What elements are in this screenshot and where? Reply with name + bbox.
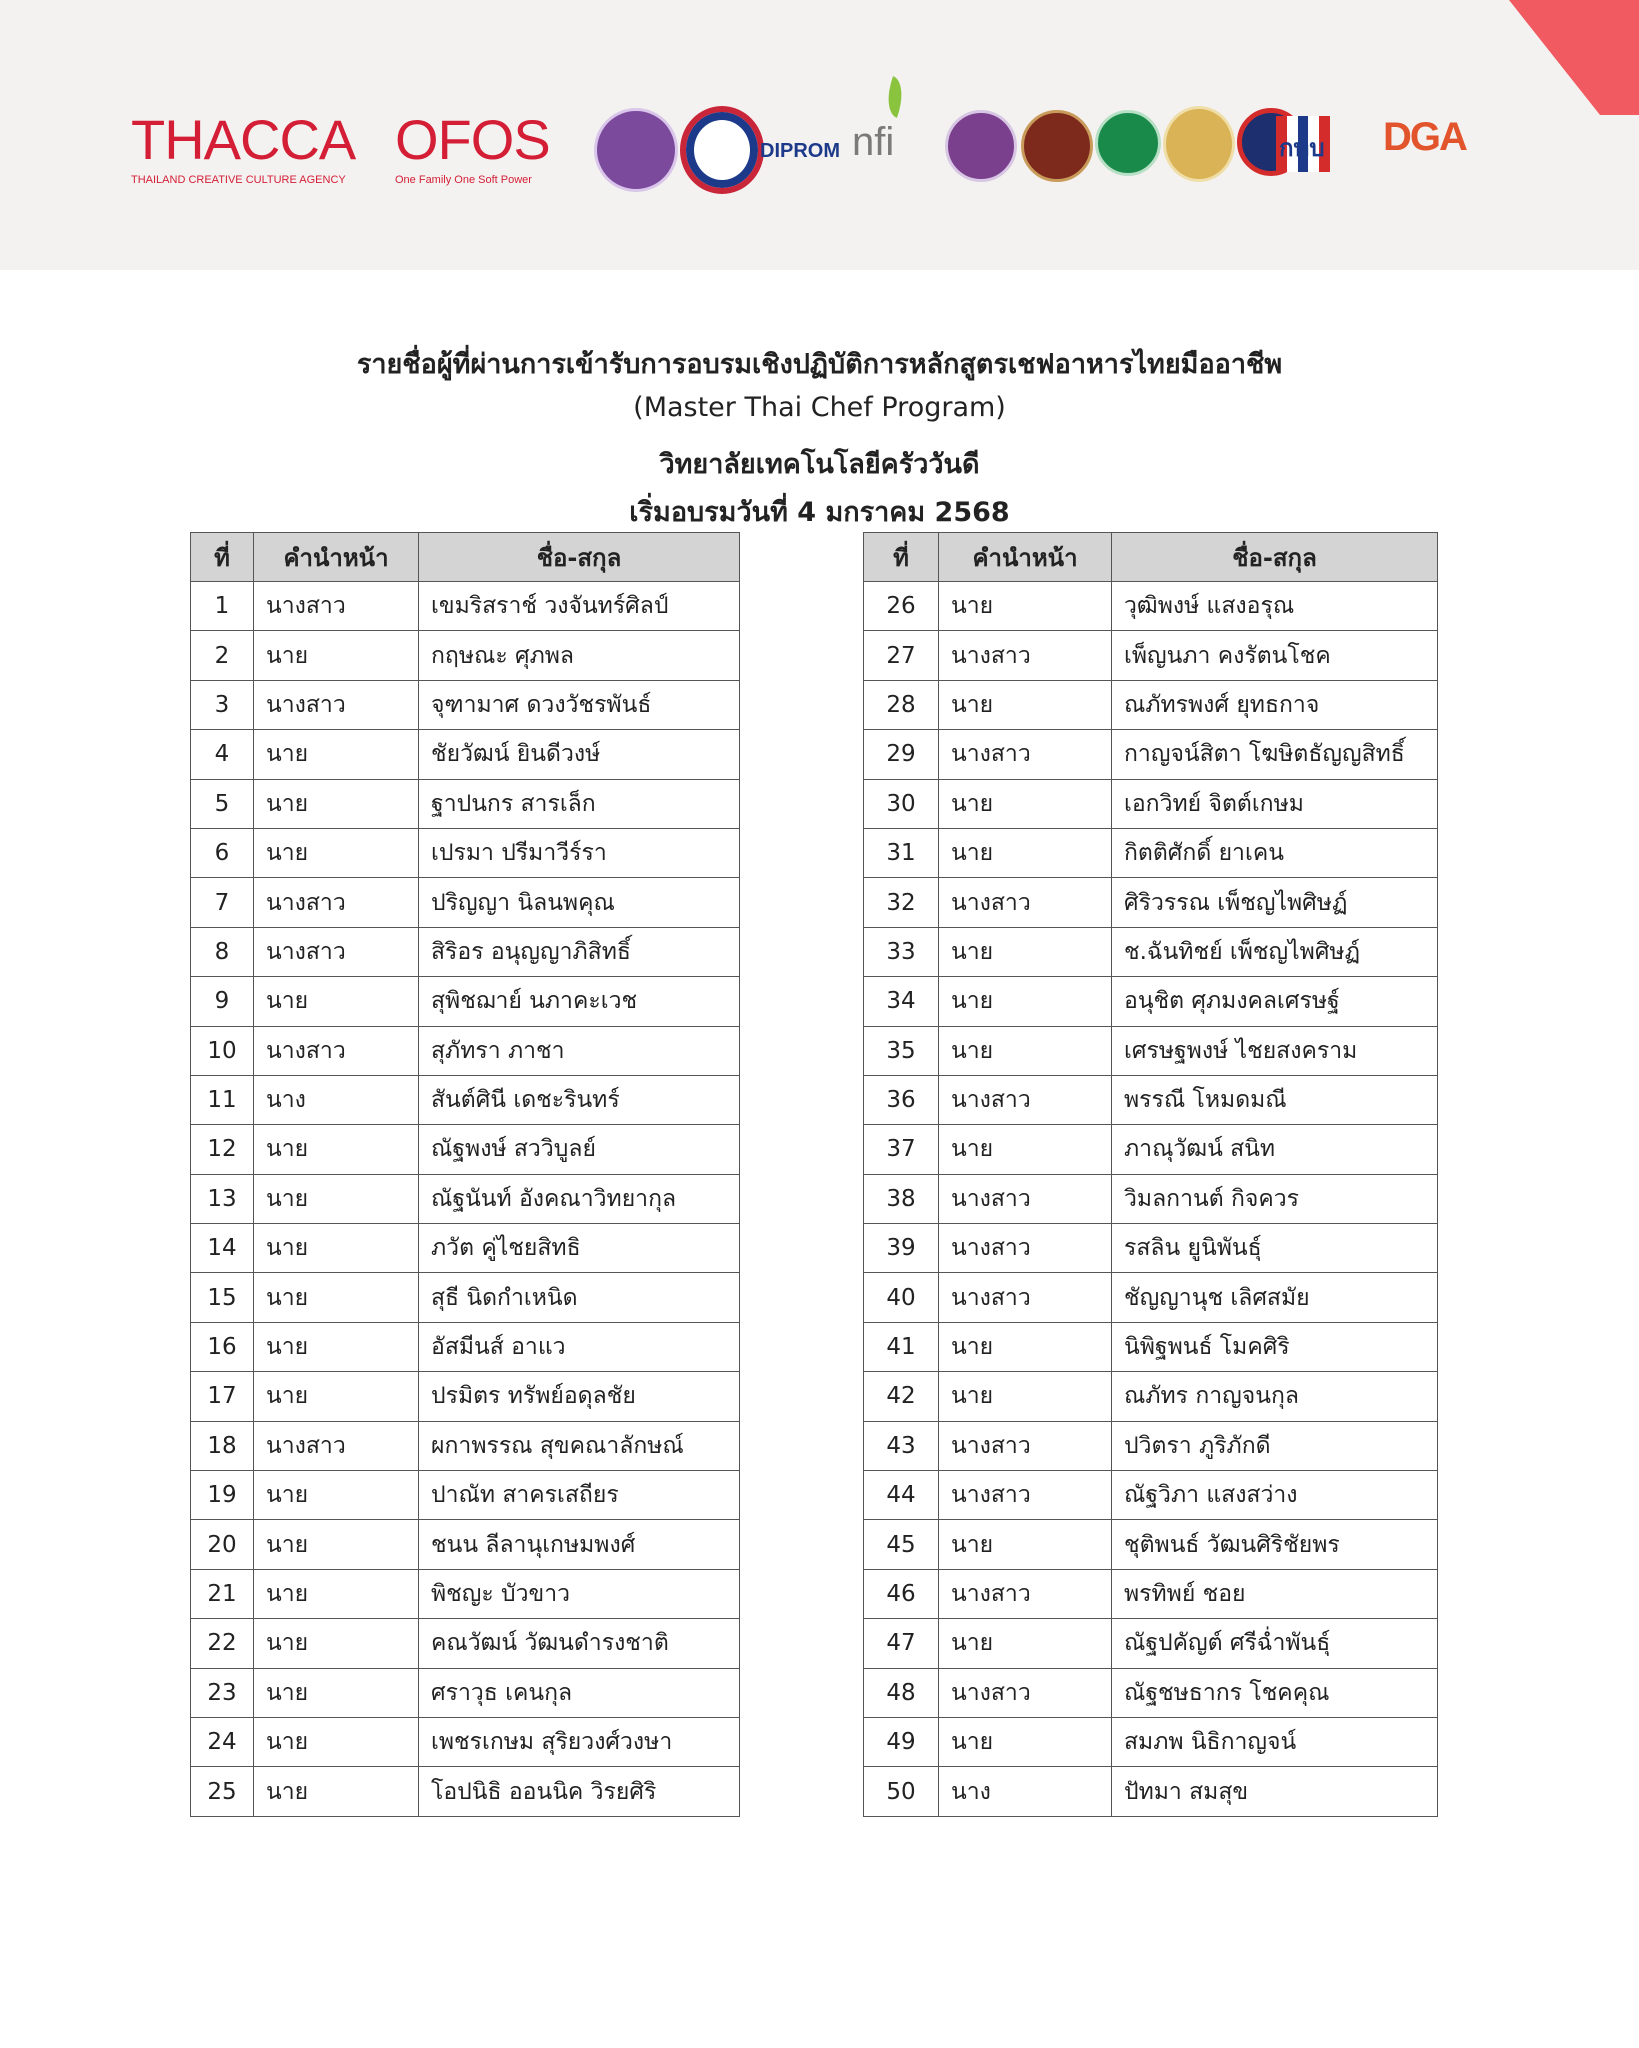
table-row	[191, 1224, 740, 1273]
row-name: ณัฐนันท์ อังคณาวิทยากุล	[419, 1174, 740, 1223]
row-prefix: นางสาว	[939, 878, 1112, 927]
table-header-row	[864, 533, 1438, 582]
row-prefix: นางสาว	[254, 927, 419, 976]
row-number: 39	[864, 1224, 939, 1273]
row-number: 28	[864, 680, 939, 729]
table-row	[864, 1767, 1438, 1816]
row-number: 20	[191, 1520, 254, 1569]
row-name: เปรมา ปรีมาวีร์รา	[419, 828, 740, 877]
row-prefix: นาย	[254, 1668, 419, 1717]
row-prefix: นางสาว	[254, 582, 419, 631]
row-number: 18	[191, 1421, 254, 1470]
row-prefix: นางสาว	[939, 1224, 1112, 1273]
kt-logo-text: กทบ	[1279, 134, 1325, 162]
row-name: ณภัทรพงศ์ ยุทธกาจ	[1112, 680, 1438, 729]
table-row	[864, 730, 1438, 779]
row-prefix: นาย	[254, 1273, 419, 1322]
row-name: กฤษณะ ศุภพล	[419, 631, 740, 680]
row-name: เขมริสราช์ วงจันทร์ศิลป์	[419, 582, 740, 631]
nfi-logo: nfi	[852, 120, 895, 164]
table-row	[864, 582, 1438, 631]
row-prefix: นางสาว	[254, 878, 419, 927]
header-name: ชื่อ-สกุล	[1112, 533, 1438, 582]
participants-table-left	[190, 532, 740, 1817]
row-prefix: นาย	[939, 779, 1112, 828]
header-prefix: คำนำหน้า	[939, 533, 1112, 582]
row-number: 23	[191, 1668, 254, 1717]
row-name: รสลิน ยูนิพันธุ์	[1112, 1224, 1438, 1273]
row-prefix: นางสาว	[939, 1075, 1112, 1124]
logo-banner	[0, 0, 1639, 270]
row-name: เอกวิทย์ จิตต์เกษม	[1112, 779, 1438, 828]
row-number: 38	[864, 1174, 939, 1223]
row-number: 48	[864, 1668, 939, 1717]
table-row	[191, 878, 740, 927]
table-header-row	[191, 533, 740, 582]
diprom-logo: DIPROM	[760, 140, 840, 162]
table-row	[191, 680, 740, 729]
row-prefix: นาย	[254, 1471, 419, 1520]
row-number: 15	[191, 1273, 254, 1322]
table-row	[864, 631, 1438, 680]
row-number: 11	[191, 1075, 254, 1124]
row-number: 26	[864, 582, 939, 631]
table-row	[191, 1767, 740, 1816]
table-row	[191, 1075, 740, 1124]
row-prefix: นาย	[939, 1322, 1112, 1371]
table-row	[191, 1174, 740, 1223]
row-prefix: นางสาว	[254, 1026, 419, 1075]
row-number: 9	[191, 977, 254, 1026]
row-number: 22	[191, 1619, 254, 1668]
row-name: นิพิฐพนธ์ โมคศิริ	[1112, 1322, 1438, 1371]
row-name: ปาณัท สาครเสถียร	[419, 1471, 740, 1520]
ministry-seal-icon	[594, 108, 678, 192]
row-number: 7	[191, 878, 254, 927]
row-prefix: นาย	[254, 1372, 419, 1421]
table-row	[864, 1372, 1438, 1421]
table-row	[191, 1569, 740, 1618]
row-name: วุฒิพงษ์ แสงอรุณ	[1112, 582, 1438, 631]
thacca-logo: THACCA THAILAND CREATIVE CULTURE AGENCY	[131, 108, 356, 186]
table-row	[864, 1322, 1438, 1371]
header-name: ชื่อ-สกุล	[419, 533, 740, 582]
row-number: 32	[864, 878, 939, 927]
row-number: 31	[864, 828, 939, 877]
row-number: 45	[864, 1520, 939, 1569]
row-name: วิมลกานต์ กิจควร	[1112, 1174, 1438, 1223]
row-name: พรทิพย์ ชอย	[1112, 1569, 1438, 1618]
table-row	[191, 977, 740, 1026]
row-prefix: นางสาว	[254, 680, 419, 729]
row-name: สุภัทรา ภาชา	[419, 1026, 740, 1075]
row-number: 34	[864, 977, 939, 1026]
dga-logo: DGA	[1383, 115, 1466, 159]
table-row	[191, 927, 740, 976]
row-prefix: นาย	[254, 779, 419, 828]
table-row	[191, 1125, 740, 1174]
row-name: สุพิชฌาย์ นภาคะเวช	[419, 977, 740, 1026]
row-name: ชุติพนธ์ วัฒนศิริชัยพร	[1112, 1520, 1438, 1569]
row-name: สุธี นิดกำเหนิด	[419, 1273, 740, 1322]
table-row	[864, 779, 1438, 828]
seal-purple-icon	[945, 110, 1017, 182]
table-row	[864, 927, 1438, 976]
table-row	[864, 1717, 1438, 1766]
row-number: 24	[191, 1717, 254, 1766]
row-number: 47	[864, 1619, 939, 1668]
row-name: คณวัฒน์ วัฒนดำรงชาติ	[419, 1619, 740, 1668]
row-number: 36	[864, 1075, 939, 1124]
table-row	[864, 1520, 1438, 1569]
row-name: สมภพ นิธิกาญจน์	[1112, 1717, 1438, 1766]
header-no: ที่	[864, 533, 939, 582]
row-name: จุฑามาศ ดวงวัชรพันธ์	[419, 680, 740, 729]
row-prefix: นาย	[254, 1322, 419, 1371]
table-row	[864, 1125, 1438, 1174]
row-prefix: นาย	[254, 828, 419, 877]
table-row	[864, 1471, 1438, 1520]
row-name: พิชญะ บัวขาว	[419, 1569, 740, 1618]
row-name: สิริอร อนุญญาภิสิทธิ์	[419, 927, 740, 976]
row-number: 3	[191, 680, 254, 729]
row-prefix: นาย	[254, 1619, 419, 1668]
row-name: ณัฐวิภา แสงสว่าง	[1112, 1471, 1438, 1520]
row-prefix: นาย	[254, 1174, 419, 1223]
table-row	[864, 1026, 1438, 1075]
row-prefix: นาย	[939, 1125, 1112, 1174]
row-number: 10	[191, 1026, 254, 1075]
seal-gold-icon	[1163, 106, 1235, 182]
row-name: ศราวุธ เคนกุล	[419, 1668, 740, 1717]
program-name: (Master Thai Chef Program)	[633, 392, 1006, 423]
nfi-leaf-icon	[880, 76, 910, 118]
table-row	[191, 1421, 740, 1470]
health-department-icon	[1095, 110, 1161, 176]
row-name: ณัฐชษธากร โชคคุณ	[1112, 1668, 1438, 1717]
table-row	[864, 1075, 1438, 1124]
row-number: 16	[191, 1322, 254, 1371]
table-row	[191, 1668, 740, 1717]
table-row	[864, 828, 1438, 877]
row-number: 33	[864, 927, 939, 976]
row-name: ชัญญานุช เลิศสมัย	[1112, 1273, 1438, 1322]
table-row	[864, 1421, 1438, 1470]
row-name: ปริญญา นิลนพคุณ	[419, 878, 740, 927]
row-prefix: นาย	[939, 828, 1112, 877]
table-row	[191, 828, 740, 877]
row-prefix: นางสาว	[939, 1471, 1112, 1520]
row-number: 4	[191, 730, 254, 779]
header-no: ที่	[191, 533, 254, 582]
table-row	[864, 1569, 1438, 1618]
row-number: 17	[191, 1372, 254, 1421]
row-name: อนุชิต ศุภมงคลเศรษฐ์	[1112, 977, 1438, 1026]
table-row	[864, 1619, 1438, 1668]
table-row	[864, 878, 1438, 927]
table-row	[191, 779, 740, 828]
row-number: 21	[191, 1569, 254, 1618]
row-number: 29	[864, 730, 939, 779]
row-prefix: นาย	[254, 1520, 419, 1569]
corner-decoration	[1509, 0, 1639, 115]
table-row	[191, 1273, 740, 1322]
document-title: รายชื่อผู้ที่ผ่านการเข้ารับการอบรมเชิงปฏิบัติการหลักสูตรเชฟอาหารไทยมืออาชีพ	[356, 349, 1283, 380]
row-prefix: นาย	[254, 1224, 419, 1273]
training-date: เริ่มอบรมวันที่ 4 มกราคม 2568	[629, 497, 1010, 528]
table-row	[864, 1224, 1438, 1273]
row-number: 5	[191, 779, 254, 828]
table-row	[191, 631, 740, 680]
row-number: 49	[864, 1717, 939, 1766]
row-prefix: นาย	[254, 1717, 419, 1766]
row-number: 6	[191, 828, 254, 877]
row-prefix: นาง	[939, 1767, 1112, 1816]
row-prefix: นาย	[254, 1125, 419, 1174]
row-prefix: นางสาว	[254, 1421, 419, 1470]
row-number: 43	[864, 1421, 939, 1470]
row-number: 35	[864, 1026, 939, 1075]
row-prefix: นางสาว	[939, 631, 1112, 680]
table-row	[864, 680, 1438, 729]
table-row	[864, 1174, 1438, 1223]
header-prefix: คำนำหน้า	[254, 533, 419, 582]
table-row	[191, 1520, 740, 1569]
row-name: ปัทมา สมสุข	[1112, 1767, 1438, 1816]
row-number: 19	[191, 1471, 254, 1520]
row-prefix: นาย	[939, 1619, 1112, 1668]
row-prefix: นาง	[254, 1075, 419, 1124]
row-name: สันต์ศินี เดชะรินทร์	[419, 1075, 740, 1124]
row-prefix: นาย	[939, 1372, 1112, 1421]
college-name: วิทยาลัยเทคโนโลยีครัววันดี	[659, 449, 980, 480]
table-row	[191, 730, 740, 779]
row-prefix: นางสาว	[939, 1421, 1112, 1470]
row-name: อัสมีนส์ อาแว	[419, 1322, 740, 1371]
row-number: 14	[191, 1224, 254, 1273]
table-row	[864, 1668, 1438, 1717]
row-name: ผกาพรรณ สุขคณาลักษณ์	[419, 1421, 740, 1470]
row-prefix: นางสาว	[939, 1668, 1112, 1717]
row-number: 42	[864, 1372, 939, 1421]
table-row	[191, 1026, 740, 1075]
row-number: 50	[864, 1767, 939, 1816]
row-name: ศิริวรรณ เพ็ชญไพศิษฏ์	[1112, 878, 1438, 927]
row-prefix: นางสาว	[939, 1174, 1112, 1223]
participants-table-right	[863, 532, 1438, 1817]
row-name: ฐาปนกร สารเล็ก	[419, 779, 740, 828]
row-prefix: นาย	[939, 1520, 1112, 1569]
row-prefix: นางสาว	[939, 1569, 1112, 1618]
row-number: 1	[191, 582, 254, 631]
row-name: ณัฐพงษ์ สววิบูลย์	[419, 1125, 740, 1174]
row-prefix: นาย	[939, 680, 1112, 729]
row-name: กิตติศักดิ์ ยาเคน	[1112, 828, 1438, 877]
row-prefix: นาย	[254, 631, 419, 680]
row-prefix: นาย	[254, 1569, 419, 1618]
row-prefix: นางสาว	[939, 730, 1112, 779]
row-name: ชัยวัฒน์ ยินดีวงษ์	[419, 730, 740, 779]
row-name: ภวัต คู่ไชยสิทธิ	[419, 1224, 740, 1273]
row-name: ปรมิตร ทรัพย์อดุลชัย	[419, 1372, 740, 1421]
row-number: 46	[864, 1569, 939, 1618]
row-name: ปวิตรา ภูริภักดี	[1112, 1421, 1438, 1470]
table-row	[191, 1471, 740, 1520]
seal-brown-icon	[1021, 110, 1093, 182]
row-name: เพชรเกษม สุริยวงศ์วงษา	[419, 1717, 740, 1766]
table-row	[191, 1322, 740, 1371]
row-name: โอปนิธิ ออนนิค วิรยศิริ	[419, 1767, 740, 1816]
row-name: ภาณุวัฒน์ สนิท	[1112, 1125, 1438, 1174]
table-row	[191, 1619, 740, 1668]
row-name: ช.ฉันทิชย์ เพ็ชญไพศิษฏ์	[1112, 927, 1438, 976]
row-prefix: นาย	[939, 927, 1112, 976]
thailand-50-logo-icon	[680, 106, 764, 194]
row-prefix: นาย	[939, 582, 1112, 631]
row-number: 12	[191, 1125, 254, 1174]
row-prefix: นาย	[939, 1717, 1112, 1766]
row-number: 27	[864, 631, 939, 680]
table-row	[191, 582, 740, 631]
row-number: 37	[864, 1125, 939, 1174]
table-row	[864, 1273, 1438, 1322]
row-name: ชนน ลีลานุเกษมพงศ์	[419, 1520, 740, 1569]
table-row	[191, 1372, 740, 1421]
row-number: 13	[191, 1174, 254, 1223]
row-prefix: นาย	[254, 730, 419, 779]
row-prefix: นาย	[254, 1767, 419, 1816]
row-number: 30	[864, 779, 939, 828]
row-name: พรรณี โหมดมณี	[1112, 1075, 1438, 1124]
ofos-logo: OFOS One Family One Soft Power	[395, 108, 550, 186]
row-prefix: นาย	[254, 977, 419, 1026]
row-name: กาญจน์สิตา โฆษิตธัญญสิทธิ์	[1112, 730, 1438, 779]
row-number: 8	[191, 927, 254, 976]
row-name: เศรษฐพงษ์ ไชยสงคราม	[1112, 1026, 1438, 1075]
row-prefix: นาย	[939, 977, 1112, 1026]
row-name: ณัฐปคัญต์ ศรีฉ่ำพันธุ์	[1112, 1619, 1438, 1668]
row-name: เพ็ญนภา คงรัตนโชค	[1112, 631, 1438, 680]
row-prefix: นางสาว	[939, 1273, 1112, 1322]
row-number: 2	[191, 631, 254, 680]
table-row	[191, 1717, 740, 1766]
row-prefix: นาย	[939, 1026, 1112, 1075]
table-row	[864, 977, 1438, 1026]
row-number: 25	[191, 1767, 254, 1816]
row-number: 41	[864, 1322, 939, 1371]
row-number: 44	[864, 1471, 939, 1520]
row-name: ณภัทร กาญจนกุล	[1112, 1372, 1438, 1421]
row-number: 40	[864, 1273, 939, 1322]
